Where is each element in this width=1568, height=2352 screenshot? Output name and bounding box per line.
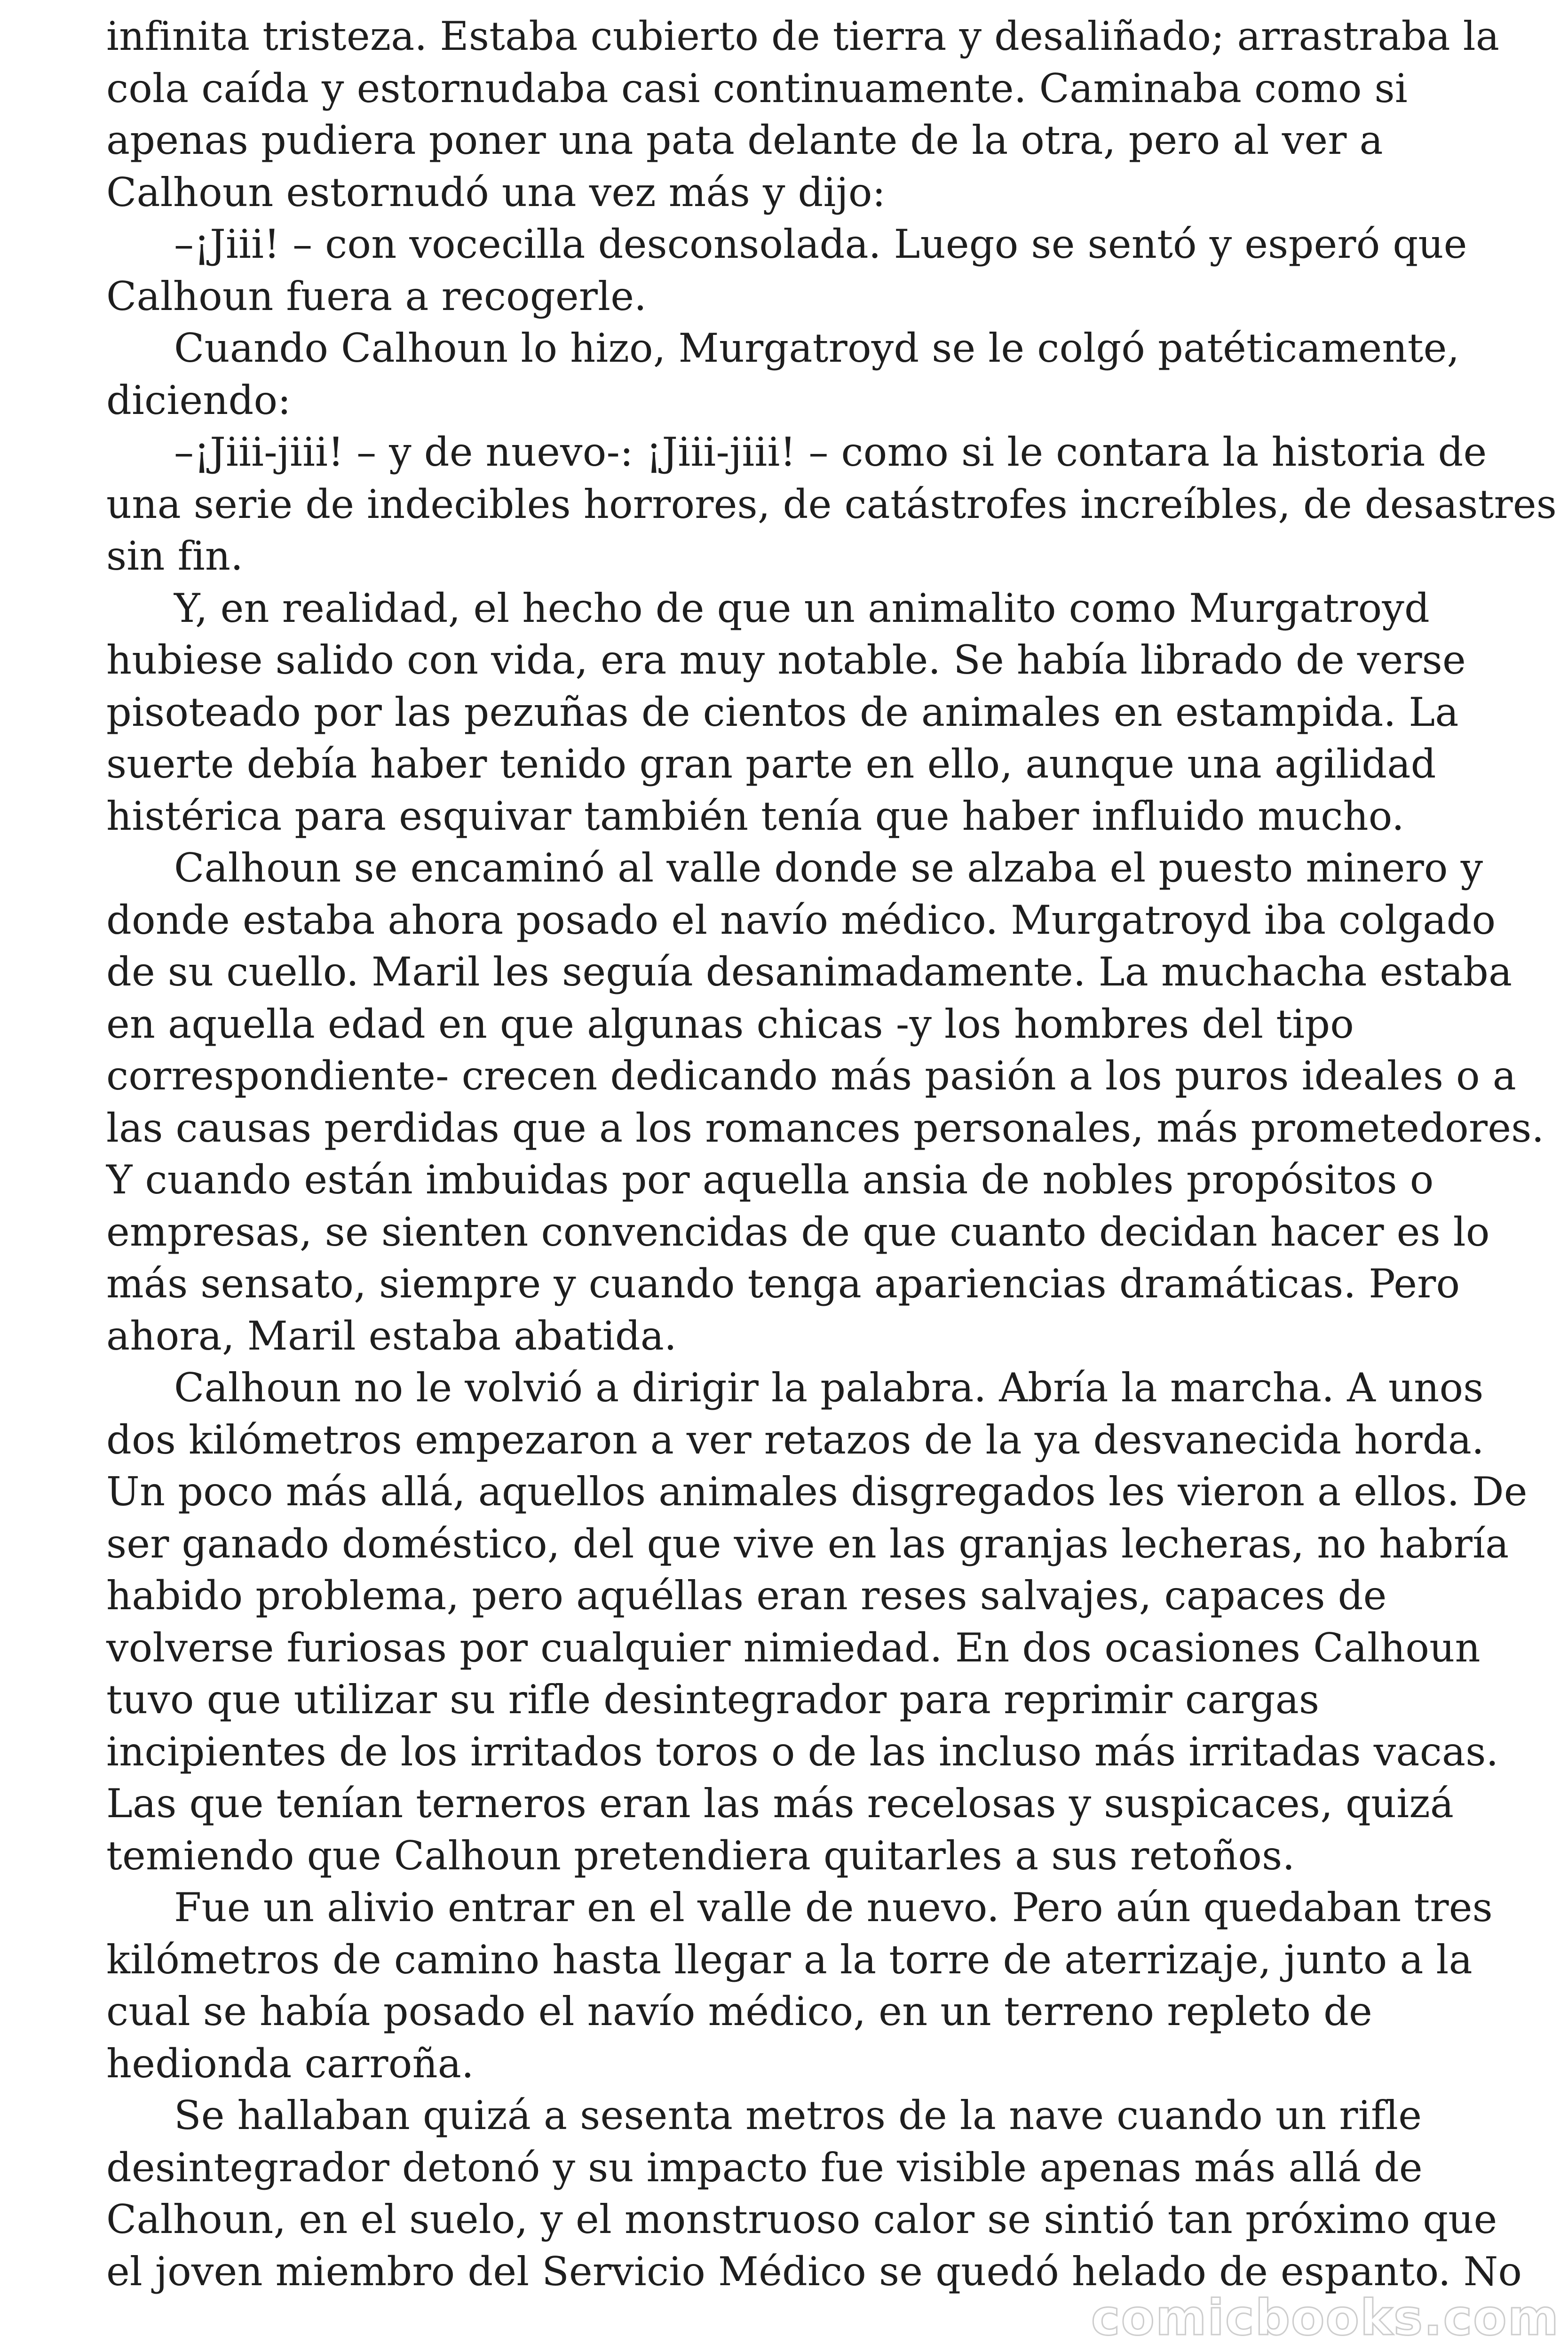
text-line: cola caída y estornudaba casi continuamente. Caminaba como si: [106, 65, 1408, 111]
text-line: Fue un alivio entrar en el valle de nuevo. Pero aún quedaban tres: [174, 1884, 1493, 1931]
paragraph-8: [106, 1882, 1493, 2090]
text-line: Las que tenían terneros eran las más recelosas y suspicaces, quizá: [106, 1780, 1454, 1827]
text-line: Y, en realidad, el hecho de que un animalito como Murgatroyd: [174, 585, 1430, 631]
paragraph-5: [106, 582, 1470, 842]
text-line: Calhoun fuera a recogerle.: [106, 273, 647, 319]
text-line: donde estaba ahora posado el navío médico. Murgatroyd iba colgado: [106, 897, 1496, 943]
text-line: Calhoun se encaminó al valle donde se alzaba el puesto minero y: [174, 845, 1483, 891]
text-line: Calhoun estornudó una vez más y dijo:: [106, 169, 886, 215]
text-line: ser ganado doméstico, del que vive en las granjas lecheras, no habría: [106, 1520, 1509, 1567]
text-line: –¡Jiii! – con vocecilla desconsolada. Luego se sentó y esperó que: [174, 221, 1467, 267]
text-line: más sensato, siempre y cuando tenga apariencias dramáticas. Pero: [106, 1261, 1460, 1307]
paragraph-9: [106, 2090, 1522, 2297]
paragraph-4: [106, 426, 1557, 582]
text-line: Calhoun no le volvió a dirigir la palabra. Abría la marcha. A unos: [174, 1365, 1484, 1411]
text-line: dos kilómetros empezaron a ver retazos de la ya desvanecida horda.: [106, 1416, 1484, 1463]
text-line: volverse furiosas por cualquier nimiedad. En dos ocasiones Calhoun: [106, 1624, 1481, 1671]
text-line: las causas perdidas que a los romances personales, más prometedores.: [106, 1104, 1544, 1151]
text-line: empresas, se sienten convencidas de que cuanto decidan hacer es lo: [106, 1208, 1490, 1255]
paragraph-6: [106, 842, 1544, 1362]
text-line: una serie de indecibles horrores, de catástrofes increíbles, de desastres: [106, 481, 1557, 527]
text-line: hubiese salido con vida, era muy notable. Se había librado de verse: [106, 637, 1466, 683]
watermark-logo: comicbooks.com: [1091, 2289, 1560, 2346]
text-line: apenas pudiera poner una pata delante de la otra, pero al ver a: [106, 117, 1383, 163]
text-line: el joven miembro del Servicio Médico se quedó helado de espanto. No: [106, 2248, 1522, 2295]
text-line: infinita tristeza. Estaba cubierto de tierra y desaliñado; arrastraba la: [106, 13, 1500, 59]
text-line: Cuando Calhoun lo hizo, Murgatroyd se le colgó patéticamente,: [174, 325, 1460, 371]
text-line: suerte debía haber tenido gran parte en ello, aunque una agilidad: [106, 741, 1436, 787]
paragraph-2: [106, 218, 1470, 322]
text-line: ahora, Maril estaba abatida.: [106, 1312, 677, 1359]
paragraph-1: [106, 10, 1500, 218]
text-line: en aquella edad en que algunas chicas -y los hombres del tipo: [106, 1001, 1354, 1047]
text-line: de su cuello. Maril les seguía desanimadamente. La muchacha estaba: [106, 949, 1513, 995]
text-line: Se hallaban quizá a sesenta metros de la nave cuando un rifle: [174, 2092, 1422, 2138]
text-line: –¡Jiii-jiii! – y de nuevo-: ¡Jiii-jiii! – como si le contara la historia de: [174, 429, 1487, 475]
text-line: correspondiente- crecen dedicando más pasión a los puros ideales o a: [106, 1053, 1516, 1099]
text-line: kilómetros de camino hasta llegar a la torre de aterrizaje, junto a la: [106, 1936, 1473, 1983]
text-line: cual se había posado el navío médico, en un terreno repleto de: [106, 1988, 1372, 2034]
text-line: pisoteado por las pezuñas de cientos de animales en estampida. La: [106, 689, 1459, 735]
paragraph-3: [106, 322, 1470, 426]
text-line: incipientes de los irritados toros o de las incluso más irritadas vacas.: [106, 1728, 1499, 1775]
text-line: tuvo que utilizar su rifle desintegrador para reprimir cargas: [106, 1677, 1320, 1723]
text-line: diciendo:: [106, 377, 291, 423]
text-line: desintegrador detonó y su impacto fue visible apenas más allá de: [106, 2144, 1423, 2191]
text-line: Un poco más allá, aquellos animales disgregados les vieron a ellos. De: [106, 1469, 1528, 1515]
text-line: habido problema, pero aquéllas eran reses salvajes, capaces de: [106, 1573, 1387, 1619]
text-line: temiendo que Calhoun pretendiera quitarles a sus retoños.: [106, 1832, 1295, 1879]
text-line: sin fin.: [106, 533, 244, 579]
text-line: histérica para esquivar también tenía que haber influido mucho.: [106, 793, 1404, 839]
text-line: Calhoun, en el suelo, y el monstruoso calor se sintió tan próximo que: [106, 2196, 1497, 2242]
text-line: Y cuando están imbuidas por aquella ansia de nobles propósitos o: [106, 1157, 1434, 1203]
document-body: [106, 10, 1557, 2297]
text-line: hedionda carroña.: [106, 2040, 474, 2087]
paragraph-7: [106, 1362, 1528, 1882]
